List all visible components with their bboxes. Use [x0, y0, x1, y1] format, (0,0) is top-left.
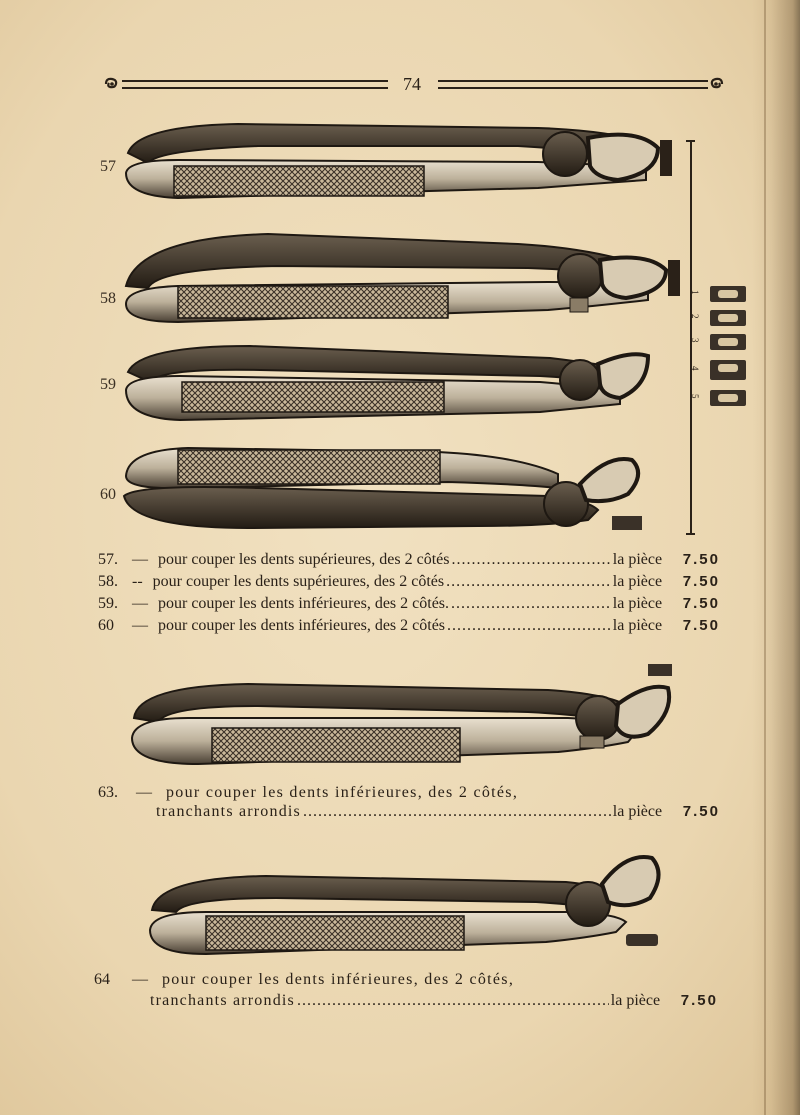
dot-leader [447, 617, 611, 635]
item-number: 64 [94, 971, 110, 988]
header-rule-left [122, 80, 388, 89]
dot-leader [451, 595, 611, 613]
separator: — [136, 784, 152, 801]
page-number: 74 [403, 74, 421, 94]
dot-leader [297, 992, 609, 1010]
item-64-line-2 [150, 992, 718, 1014]
dot-leader [303, 803, 611, 821]
jaw-profile-legend [690, 280, 752, 410]
separator: -- [132, 573, 143, 590]
jaw-profile-4 [710, 360, 746, 380]
jaw-profile-1 [710, 286, 746, 302]
unit-label: la pièce [612, 573, 663, 590]
item-number: 63. [98, 784, 118, 801]
forceps-63-illustration [128, 660, 688, 775]
list-item [98, 595, 720, 617]
item-number: 59. [98, 595, 118, 612]
dot-leader [451, 551, 610, 569]
item-description: pour couper les dents inférieures, des 2 côtés. [158, 595, 450, 612]
item-description: pour couper les dents supérieures, des 2 côtés [152, 573, 445, 590]
header-rule-right [438, 80, 708, 89]
jaw-profile-5-label: 5 [690, 394, 700, 399]
forceps-57-illustration [118, 118, 678, 208]
item-number: 60 [98, 617, 114, 634]
jaw-profile-5 [710, 390, 746, 406]
left-ornament-icon [104, 76, 120, 92]
jaw-profile-4-label: 4 [690, 366, 700, 371]
forceps-60-illustration [118, 444, 658, 534]
jaw-profile-2-label: 2 [690, 314, 700, 319]
unit-label: la pièce [612, 551, 663, 568]
unit-label: la pièce [612, 617, 663, 634]
item-description: pour couper les dents inférieures, des 2 côtés, [166, 784, 519, 801]
price: 7.50 [682, 573, 720, 590]
jaw-profile-3 [710, 334, 746, 350]
separator: — [132, 971, 148, 988]
unit-label: la pièce [612, 595, 663, 612]
item-number: 58. [98, 573, 118, 590]
forceps-58-label: 58 [100, 290, 116, 307]
item-description-cont: tranchants arrondis [156, 803, 301, 820]
forceps-57-label: 57 [100, 158, 116, 175]
price: 7.50 [682, 803, 720, 820]
separator: — [132, 551, 148, 568]
spine-fold-line [764, 0, 766, 1115]
list-item [98, 551, 720, 573]
book-spine-shadow [752, 0, 800, 1115]
price: 7.50 [682, 551, 720, 568]
item-description-cont: tranchants arrondis [150, 992, 295, 1009]
forceps-60-label: 60 [100, 486, 116, 503]
jaw-profile-2 [710, 310, 746, 326]
jaw-profile-3-label: 3 [690, 338, 700, 343]
dot-leader [446, 573, 611, 591]
item-63-line-1 [98, 784, 518, 802]
price: 7.50 [682, 617, 720, 634]
separator: — [132, 617, 148, 634]
item-63-line-2 [156, 803, 720, 825]
price: 7.50 [682, 595, 720, 612]
jaw-profile-1-label: 1 [690, 290, 700, 295]
item-description: pour couper les dents inférieures, des 2 côtés [158, 617, 446, 634]
item-description: pour couper les dents inférieures, des 2 côtés, [162, 971, 515, 988]
separator: — [132, 595, 148, 612]
item-description: pour couper les dents supérieures, des 2 côtés [158, 551, 450, 568]
unit-label: la pièce [612, 803, 663, 820]
price: 7.50 [680, 992, 718, 1009]
forceps-59-label: 59 [100, 376, 116, 393]
list-item [98, 573, 720, 595]
list-item [98, 617, 720, 639]
forceps-59-illustration [120, 342, 660, 422]
unit-label: la pièce [610, 992, 661, 1009]
item-number: 57. [98, 551, 118, 568]
right-ornament-icon [708, 76, 724, 92]
item-64-line-1 [94, 971, 514, 989]
forceps-58-illustration [118, 226, 688, 326]
forceps-64-illustration [146, 850, 666, 960]
